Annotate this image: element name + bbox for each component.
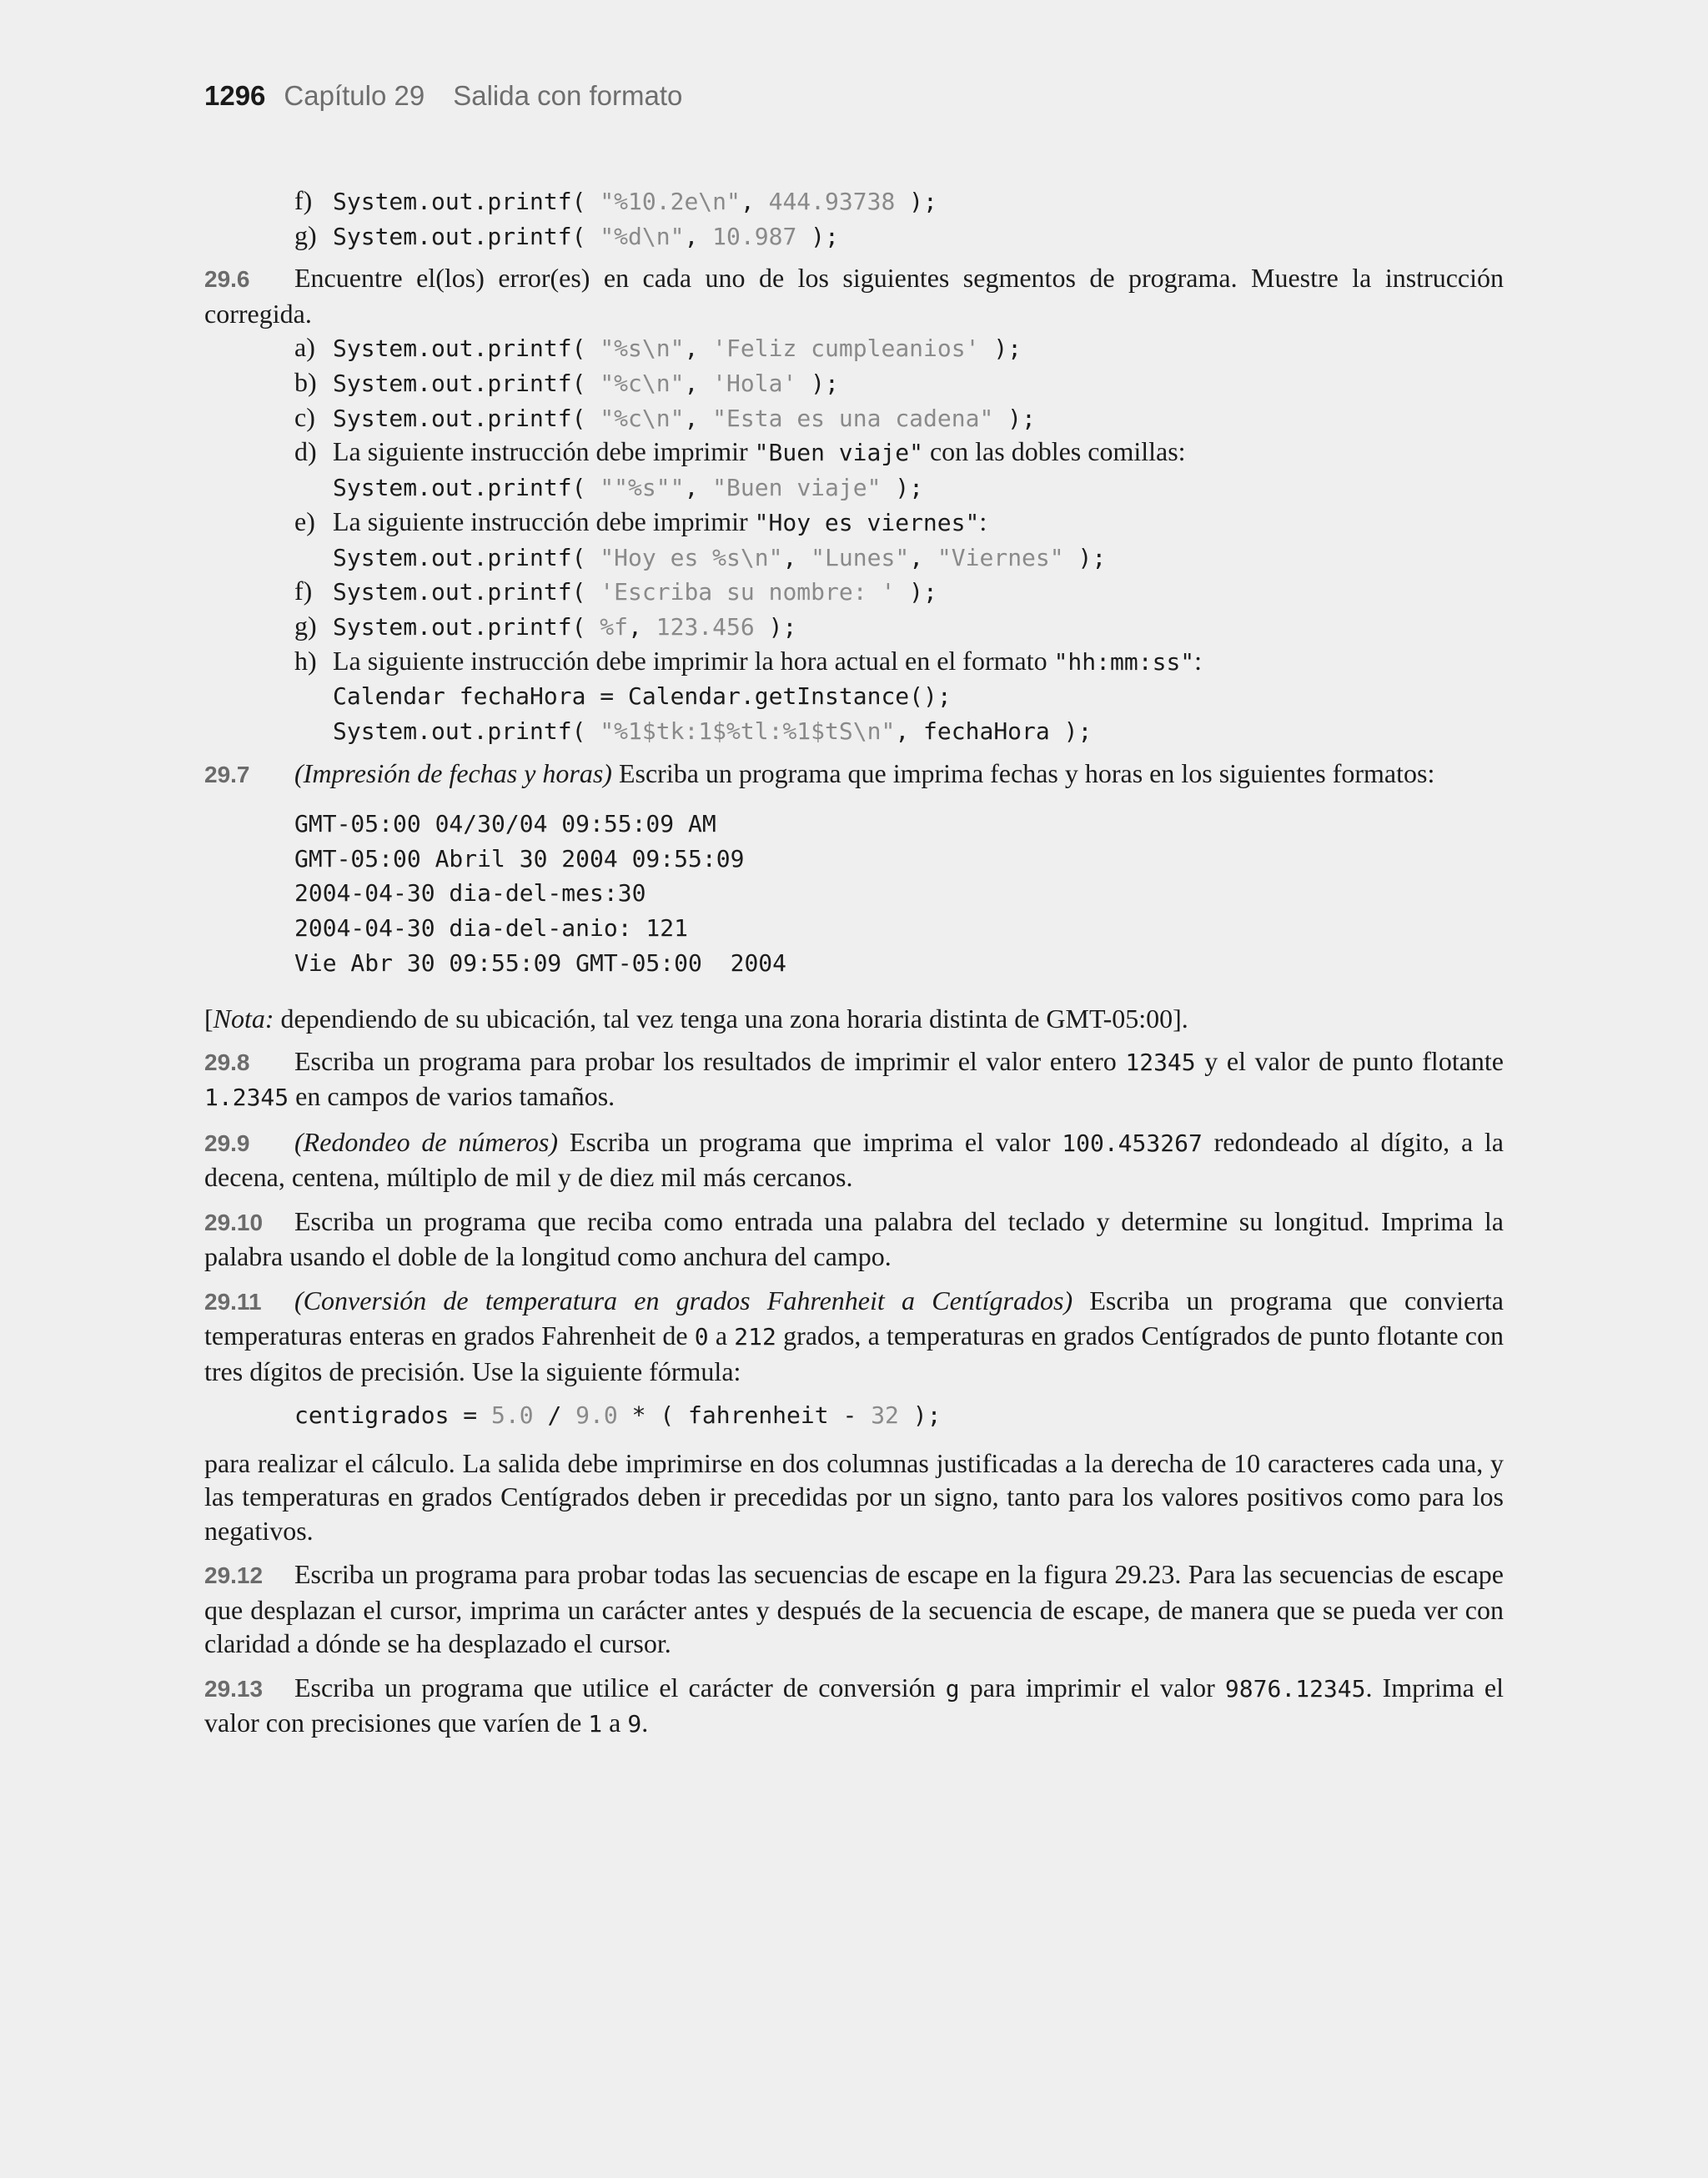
list-item: a) System.out.printf( "%s\n", 'Feliz cumpleanios' ); (294, 332, 1022, 363)
exercise-29-7: 29.7 (Impresión de fechas y horas) Escriba un programa que imprima fechas y horas en los siguientes formatos: (204, 757, 1504, 792)
code-line: Calendar fechaHora = Calendar.getInstance(); (333, 682, 952, 711)
formula-code: centigrados = 5.0 / 9.0 * ( fahrenheit - 32 ); (294, 1401, 942, 1430)
code-line: System.out.printf( "Hoy es %s\n", "Lunes", "Viernes" ); (333, 543, 1107, 571)
exercise-29-9: 29.9 (Redondeo de números) Escriba un programa que imprima el valor 100.453267 redondeado al dígito, a la decena, centena, múltiplo de mil y de diez mil más cercanos. (204, 1126, 1505, 1193)
chapter-label: Capítulo 29 (284, 80, 425, 111)
chapter-title: Salida con formato (453, 80, 683, 111)
exercise-29-10: 29.10 Escriba un programa que reciba como entrada una palabra del teclado y determine su longitud. Imprima la palabra usando el doble de la longitud como anchura del campo. (204, 1205, 1504, 1272)
list-item: g) System.out.printf( %f, 123.456 ); (294, 610, 797, 641)
exercise-number: 29.9 (204, 1129, 250, 1156)
exercise-number: 29.6 (204, 266, 250, 293)
note: [Nota: dependiendo de su ubicación, tal vez tenga una zona horaria distinta de GMT-05:00]. (204, 1003, 1188, 1034)
list-item: f) System.out.printf( "%10.2e\n", 444.93738 ); (294, 185, 937, 215)
running-header (204, 80, 682, 112)
exercise-29-13: 29.13 Escriba un programa que utilice el carácter de conversión g para imprimir el valor 9876.12345. Imprima el valor con precisiones que varíen de 1 a 9. (204, 1672, 1505, 1738)
exercise-number: 29.10 (204, 1209, 264, 1235)
code-line: System.out.printf( ""%s"", "Buen viaje" ); (333, 474, 924, 502)
exercise-number: 29.12 (204, 1562, 264, 1589)
page-number: 1296 (204, 80, 266, 111)
exercise-29-12: 29.12 Escriba un programa para probar todas las secuencias de escape en la figura 29.23. Para las secuencias de escape que desplazan el cursor, imprima un carácter antes y después de la secuencia de escape, de manera que se pueda ver con claridad a dónde se ha desplazado el cursor. (204, 1559, 1504, 1659)
exercise-number: 29.8 (204, 1049, 250, 1075)
list-item: c) System.out.printf( "%c\n", "Esta es una cadena" ); (294, 401, 1036, 432)
list-item: e) La siguiente instrucción debe imprimir "Hoy es viernes": (294, 506, 987, 536)
exercise-number: 29.7 (204, 761, 250, 787)
code-line: System.out.printf( "%1$tk:1$%tl:%1$tS\n", fechaHora ); (333, 717, 1093, 745)
exercise-number: 29.11 (204, 1288, 262, 1315)
page-body (204, 184, 1504, 1742)
exercise-number: 29.13 (204, 1675, 264, 1702)
list-item: b) System.out.printf( "%c\n", 'Hola' ); (294, 367, 839, 398)
exercise-29-11: 29.11 (Conversión de temperatura en grados Fahrenheit a Centígrados) Escriba un programa que convierta temperaturas enteras en grados Fahrenheit de 0 a 212 grados, a temperaturas en grados Centígrados de punto flotante con tres dígitos de precisión. Use la siguiente fórmula: (204, 1285, 1505, 1386)
list-item: d) La siguiente instrucción debe imprimir "Buen viaje" con las dobles comillas: (294, 436, 1186, 467)
list-item: g) System.out.printf( "%d\n", 10.987 ); (294, 219, 839, 250)
code-block: GMT-05:00 04/30/04 09:55:09 AM GMT-05:00 Abril 30 2004 09:55:09 2004-04-30 dia-del-mes:30 2004-04-30 dia-del-anio: 121 Vie Abr 30 09:55:09 GMT-05:00 2004 (294, 810, 787, 977)
list-item: f) System.out.printf( 'Escriba su nombre: ' ); (294, 576, 937, 606)
exercise-29-6: 29.6 Encuentre el(los) error(es) en cada uno de los siguientes segmentos de programa. Muestre la instrucción corregida. (204, 263, 1504, 329)
list-item: h) La siguiente instrucción debe imprimir la hora actual en el formato "hh:mm:ss": (294, 645, 1203, 676)
exercise-29-8: 29.8 Escriba un programa para probar los resultados de imprimir el valor entero 12345 y el valor de punto flotante 1.2345 en campos de varios tamaños. (204, 1045, 1505, 1112)
paragraph: para realizar el cálculo. La salida debe imprimirse en dos columnas justificadas a la derecha de 10 caracteres cada una, y las temperaturas en grados Centígrados deben ir precedidas por un signo, tanto para los valores positivos como para los negativos. (204, 1447, 1504, 1546)
